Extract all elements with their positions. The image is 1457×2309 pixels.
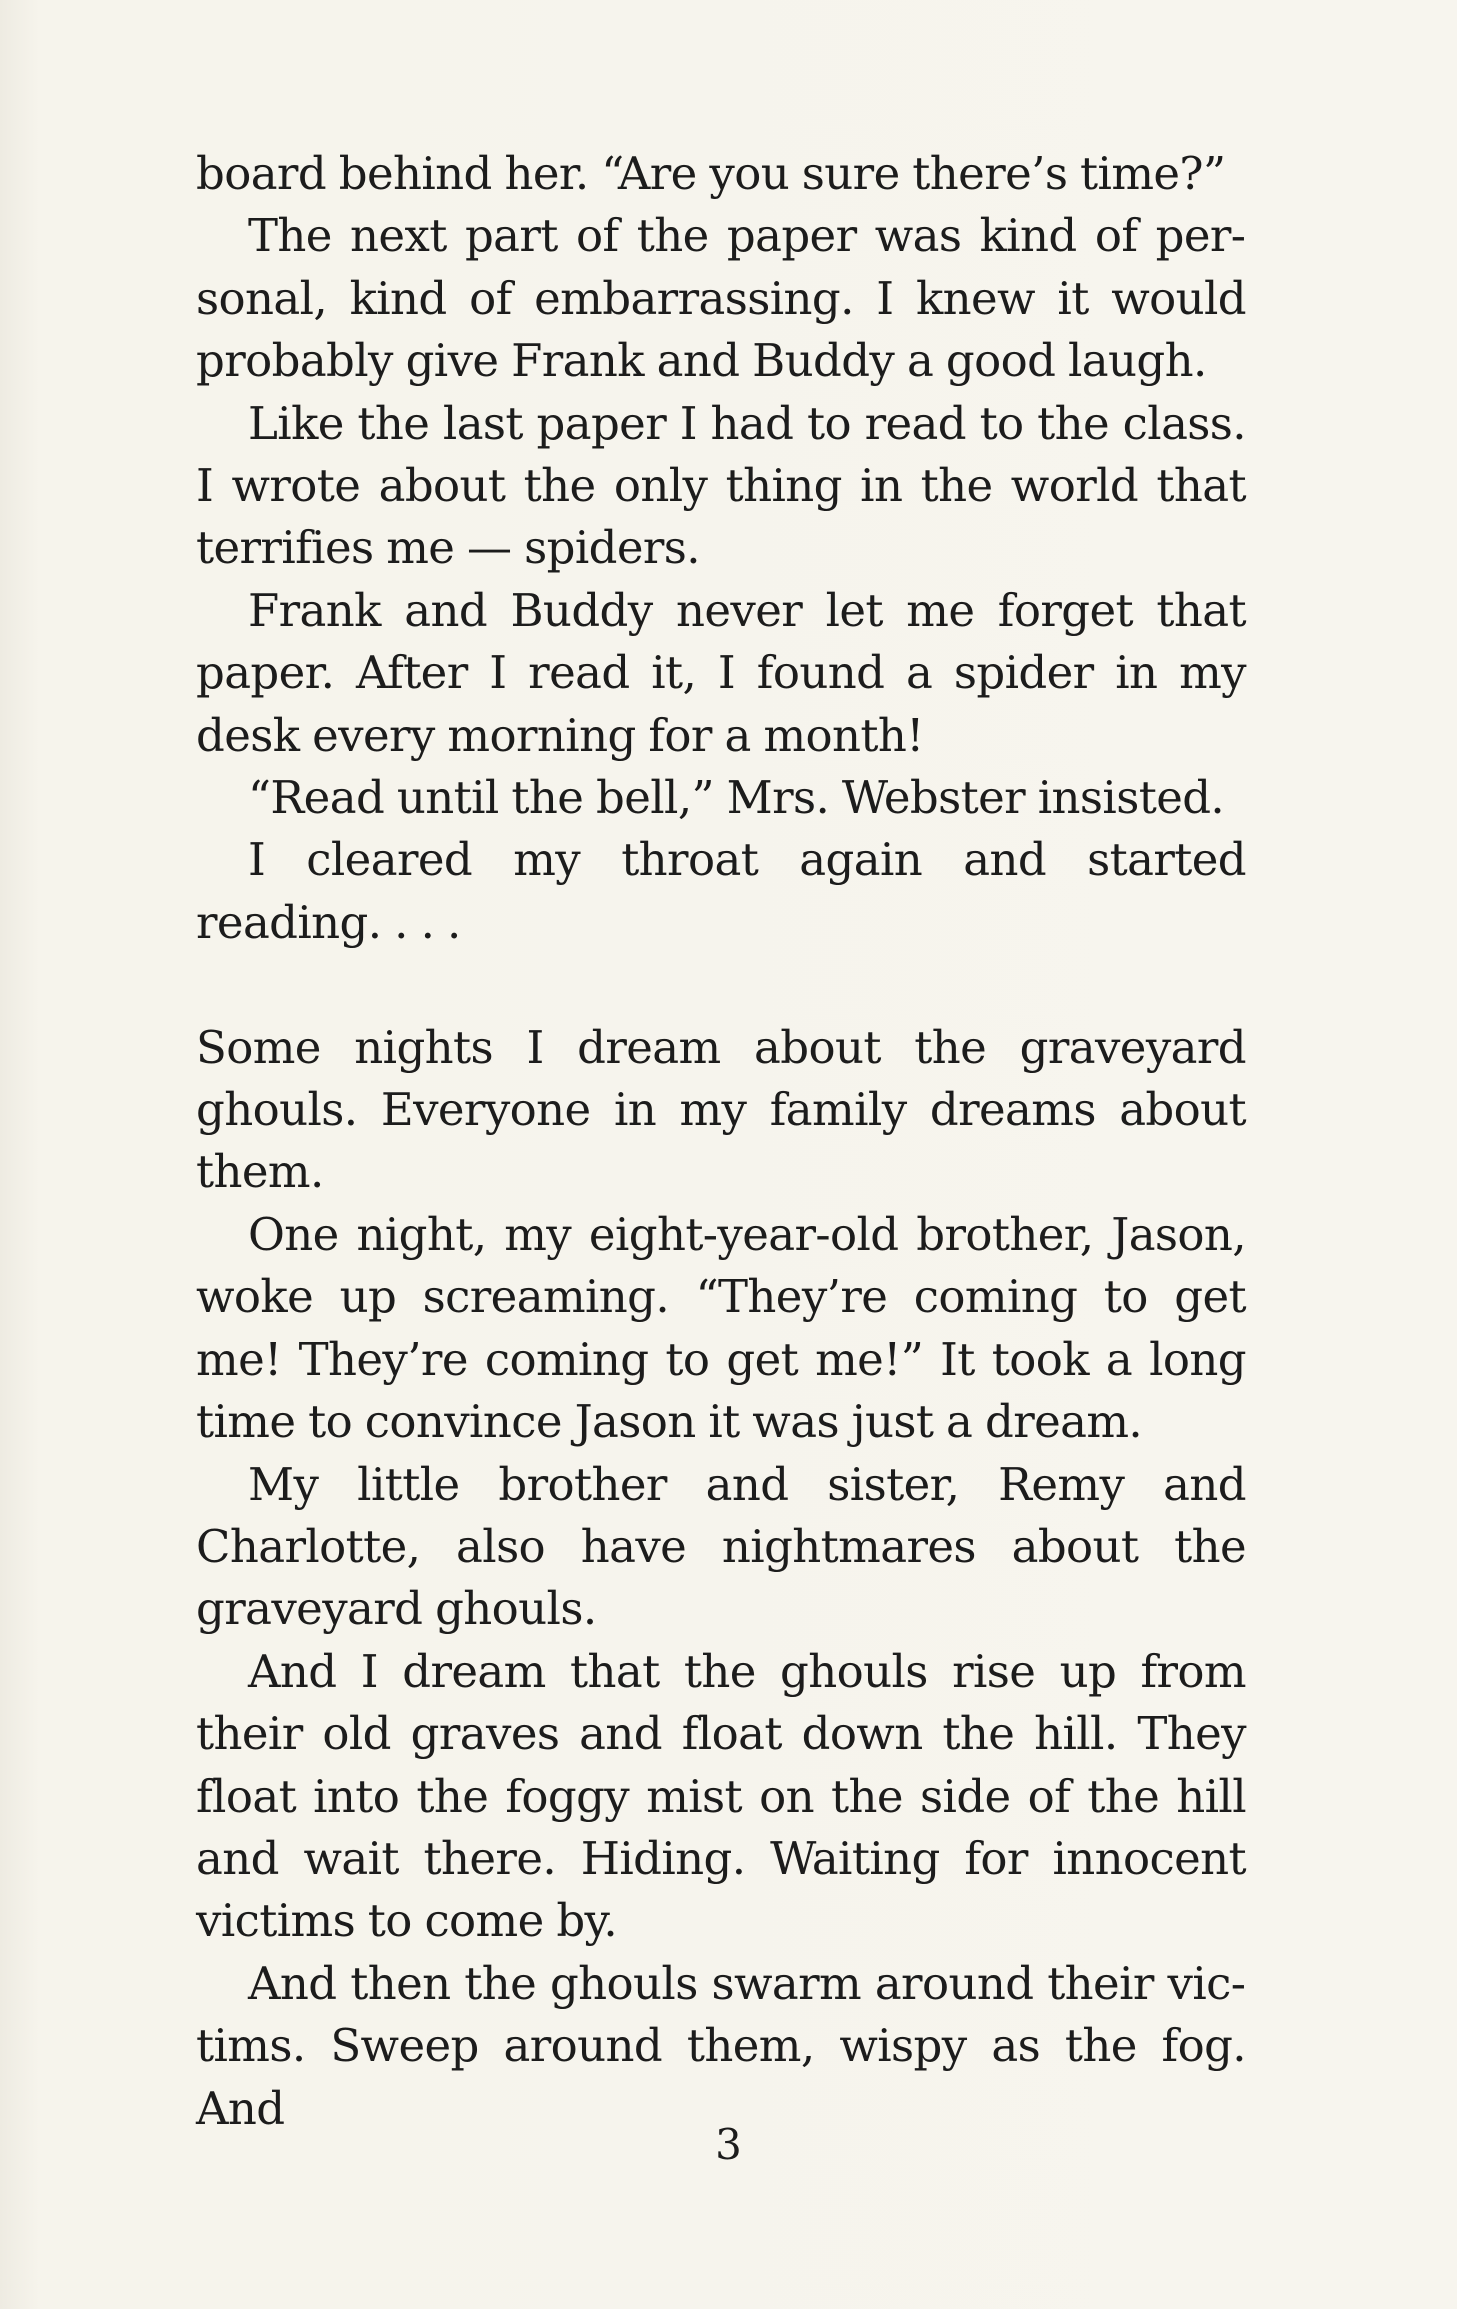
- paragraph: “Read until the bell,” Mrs. Webster insisted.: [248, 771, 1225, 825]
- paragraph: And then the ghouls swarm around their victims. Sweep around them, wispy as the fog. And: [196, 1956, 1246, 2135]
- paragraph: One night, my eight-year-old brother, Jason, woke up screaming. “They’re coming to get me! They’re coming to get me!” It took a long time to convince Jason it was just a dream.: [196, 1207, 1246, 1449]
- paragraph: My little brother and sister, Remy and Charlotte, also have nightmares about the graveyard ghouls.: [196, 1457, 1246, 1636]
- paragraph: And I dream that the ghouls rise up from their old graves and float down the hill. They float into the foggy mist on the side of the hill and wait there. Hiding. Waiting for innocent victims to come by.: [196, 1644, 1246, 1948]
- paragraph-continuation: board behind her. “Are you sure there’s time?”: [196, 147, 1226, 200]
- paragraph-section-start: Some nights I dream about the graveyard ghouls. Everyone in my family dreams about them.: [196, 1020, 1246, 1199]
- paragraph: Frank and Buddy never let me forget that paper. After I read it, I found a spider in my desk every morning for a month!: [196, 583, 1246, 762]
- body-text: [196, 143, 1246, 2140]
- paragraph: Like the last paper I had to read to the class. I wrote about the only thing in the world that terrifies me — spiders.: [196, 396, 1246, 575]
- page-number: 3: [715, 2120, 742, 2169]
- paragraph: The next part of the paper was kind of personal, kind of embarrassing. I knew it would probably give Frank and Buddy a good laugh.: [196, 209, 1246, 388]
- paragraph: I cleared my throat again and started reading. . . .: [196, 833, 1246, 949]
